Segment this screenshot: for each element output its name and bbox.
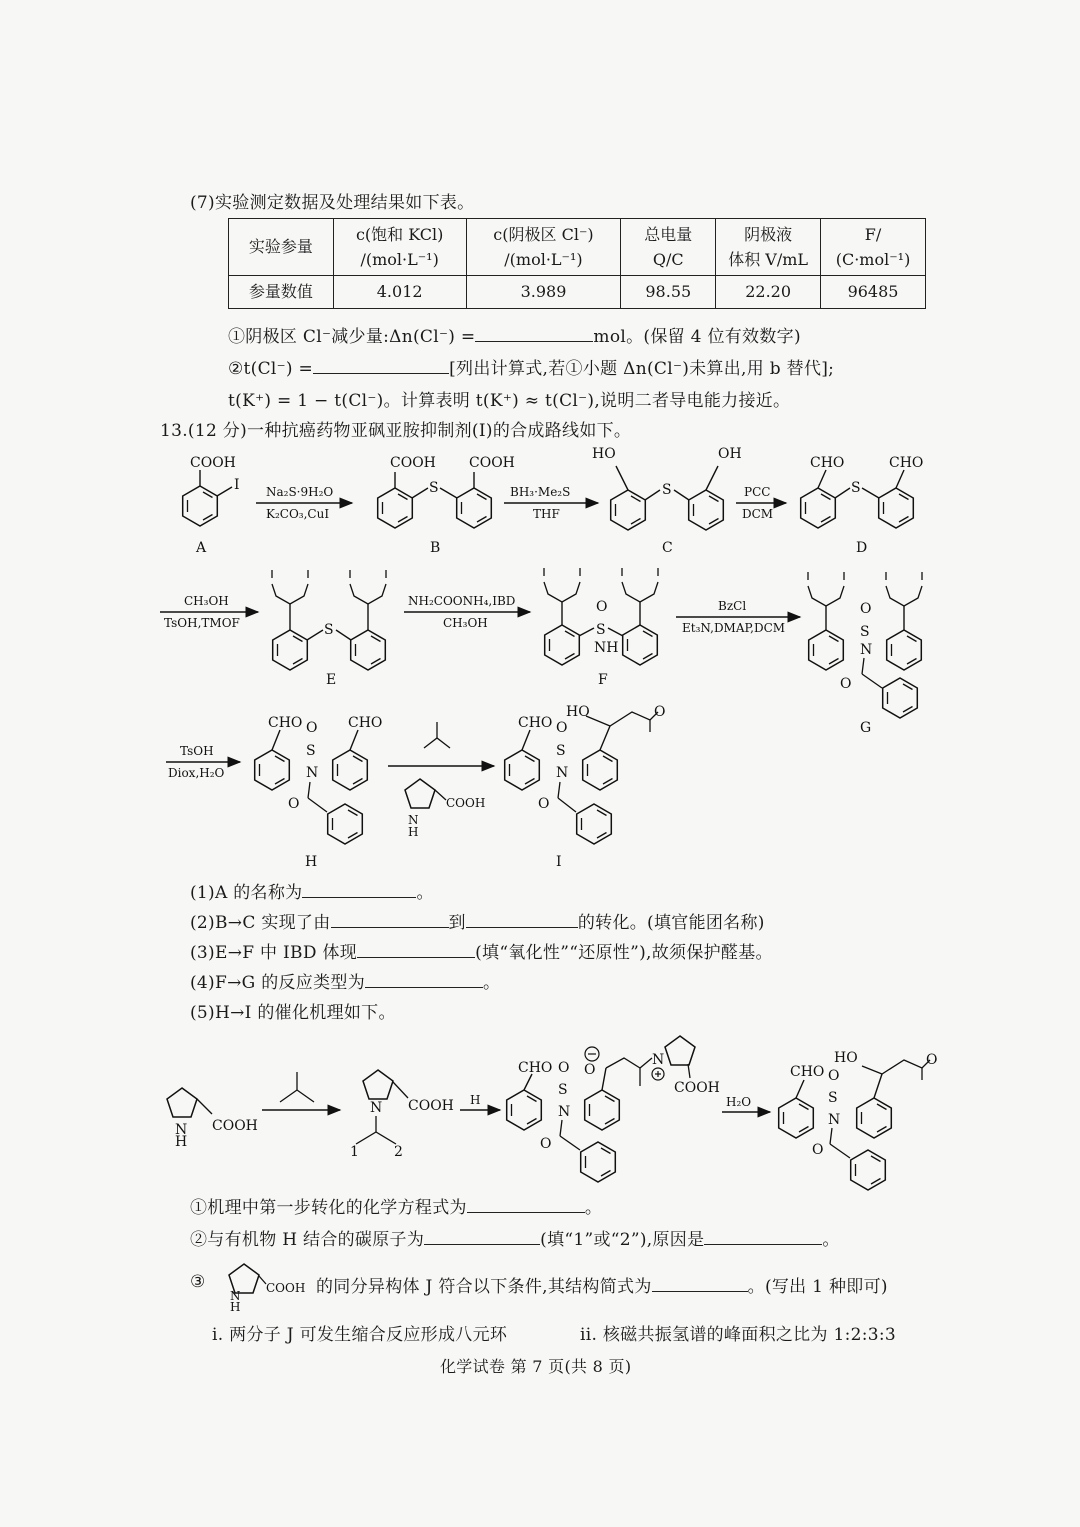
sulfur-label: S: [556, 743, 566, 759]
compound-label-f: F: [598, 672, 608, 688]
carbon-2-label: 2: [394, 1144, 403, 1160]
sulfur-label: S: [860, 624, 870, 640]
hydrogen-label: H: [175, 1134, 188, 1150]
oxygen-label: O: [306, 720, 318, 736]
aldehyde-label: CHO: [889, 455, 924, 471]
sulfur-label: S: [596, 622, 606, 638]
col-header: F/ (C·mol⁻¹): [821, 219, 926, 276]
reagent-label: Diox,H₂O: [168, 766, 225, 780]
q7-sub2-note: t(K⁺) = 1 − t(Cl⁻)。计算表明 t(K⁺) ≈ t(Cl⁻),说明二者导电能力接近。: [228, 391, 791, 411]
cooh-label: COOH: [674, 1080, 720, 1096]
condition-i: i. 两分子 J 可发生缩合反应形成八元环: [212, 1325, 508, 1345]
q13-4: (4)F→G 的反应类型为 。: [190, 973, 501, 993]
nitrogen-label: N: [408, 813, 419, 827]
row-header: 实验参量: [229, 219, 334, 276]
table-cell: 4.012: [333, 276, 466, 309]
answer-blank[interactable]: [331, 911, 449, 928]
q13-title: 13.(12 分)一种抗癌药物亚砜亚胺抑制剂(I)的合成路线如下。: [160, 421, 632, 441]
q7-sub2: ②t(Cl⁻) = [列出计算式,若①小题 Δn(Cl⁻)未算出,用 b 替代];: [228, 359, 835, 379]
q13-1: (1)A 的名称为 。: [190, 883, 434, 903]
nitrogen-label: N: [306, 765, 319, 781]
table-cell: 98.55: [621, 276, 716, 309]
oxygen-label: O: [288, 796, 300, 812]
hydroxyl-label: OH: [718, 446, 742, 462]
compound-label-g: G: [860, 720, 872, 736]
col-header: c(阴极区 Cl⁻) /(mol·L⁻¹): [466, 219, 621, 276]
compound-label-e: E: [326, 672, 337, 688]
oxygen-label: O: [860, 601, 872, 617]
sulfur-label: S: [324, 622, 334, 638]
sulfur-label: S: [558, 1082, 568, 1098]
col-header: 总电量 Q/C: [621, 219, 716, 276]
aldehyde-label: CHO: [810, 455, 845, 471]
sulfur-label: S: [429, 480, 439, 496]
reagent-label: BzCl: [718, 599, 747, 613]
nitrogen-label: N: [556, 765, 569, 781]
answer-blank[interactable]: [302, 881, 416, 898]
table-cell: 3.989: [466, 276, 621, 309]
sulfur-label: S: [662, 482, 672, 498]
compound-label-i: I: [556, 854, 562, 870]
reagent-label: H: [470, 1093, 481, 1107]
compound-label-h: H: [305, 854, 318, 870]
oxygen-label: O: [654, 704, 666, 720]
answer-blank[interactable]: [357, 941, 475, 958]
cooh-label: COOH: [190, 455, 236, 471]
q13-5-3: 的同分异构体 J 符合以下条件,其结构简式为 。(写出 1 种即可): [316, 1277, 888, 1297]
cooh-label: COOH: [446, 796, 486, 810]
cooh-label: COOH: [408, 1098, 454, 1114]
q7-intro: (7)实验测定数据及处理结果如下表。: [190, 193, 475, 213]
iodo-label: I: [234, 477, 240, 493]
answer-blank[interactable]: [365, 971, 483, 988]
hydroxyl-label: HO: [566, 704, 590, 720]
cooh-label: COOH: [469, 455, 515, 471]
q13-2: (2)B→C 实现了由 到 的转化。(填官能团名称): [190, 913, 765, 933]
nitrogen-label: N: [652, 1052, 665, 1068]
reagent-label: BH₃·Me₂S: [510, 485, 571, 499]
reagent-label: Na₂S·9H₂O: [266, 485, 334, 499]
aldehyde-label: CHO: [518, 1060, 553, 1076]
reagent-label: PCC: [744, 485, 771, 499]
q13-5: (5)H→I 的催化机理如下。: [190, 1003, 396, 1023]
reagent-label: TsOH,TMOF: [164, 616, 240, 630]
answer-blank[interactable]: [424, 1228, 540, 1245]
q7-sub1: ①阴极区 Cl⁻减少量:Δn(Cl⁻) = mol。(保留 4 位有效数字): [228, 327, 801, 347]
reagent-label: H₂O: [726, 1095, 752, 1109]
aldehyde-label: CHO: [790, 1064, 825, 1080]
cooh-label: COOH: [390, 455, 436, 471]
reagent-label: Et₃N,DMAP,DCM: [682, 621, 786, 635]
answer-blank[interactable]: [652, 1275, 748, 1292]
q13-5-2: ②与有机物 H 结合的碳原子为 (填“1”或“2”),原因是 。: [190, 1230, 840, 1250]
hydrogen-label: H: [230, 1300, 241, 1314]
oxygen-label: O: [926, 1052, 938, 1068]
aldehyde-label: CHO: [518, 715, 553, 731]
compound-label-a: A: [196, 540, 207, 556]
compound-label-c: C: [662, 540, 673, 556]
reagent-label: K₂CO₃,CuI: [266, 507, 330, 521]
oxygen-label: O: [556, 720, 568, 736]
compound-label-b: B: [430, 540, 441, 556]
table-cell: 22.20: [716, 276, 821, 309]
reagent-label: CH₃OH: [443, 616, 488, 630]
oxygen-label: O: [828, 1068, 840, 1084]
nitrogen-label: N: [175, 1122, 188, 1138]
sulfur-label: S: [851, 480, 861, 496]
imine-label: NH: [594, 640, 619, 656]
nitrogen-label: N: [230, 1289, 241, 1303]
oxygen-label: O: [558, 1060, 570, 1076]
oxygen-label: O: [812, 1142, 824, 1158]
reagent-label: CH₃OH: [184, 594, 229, 608]
hydroxyl-label: HO: [592, 446, 616, 462]
values-header: 参量数值: [229, 276, 334, 309]
answer-blank[interactable]: [704, 1228, 822, 1245]
page-footer: 化学试卷 第 7 页(共 8 页): [440, 1357, 632, 1376]
nitrogen-label: N: [860, 642, 873, 658]
sulfur-label: S: [828, 1090, 838, 1106]
table-cell: 96485: [821, 276, 926, 309]
nitrogen-label: N: [370, 1100, 383, 1116]
condition-ii: ii. 核磁共振氢谱的峰面积之比为 1:2:3:3: [580, 1325, 897, 1345]
oxygen-label: O: [584, 1062, 596, 1078]
aldehyde-label: CHO: [348, 715, 383, 731]
cooh-label: COOH: [266, 1281, 306, 1295]
reagent-label: DCM: [742, 507, 774, 521]
oxygen-label: O: [540, 1136, 552, 1152]
aldehyde-label: CHO: [268, 715, 303, 731]
cooh-label: COOH: [212, 1118, 258, 1134]
q13-3: (3)E→F 中 IBD 体现 (填“氧化性”“还原性”),故须保护醛基。: [190, 943, 773, 963]
col-header: 阴极液 体积 V/mL: [716, 219, 821, 276]
hydrogen-label: H: [408, 825, 419, 839]
carbon-1-label: 1: [350, 1144, 359, 1160]
q13-5-3-num: ③: [190, 1272, 206, 1292]
oxygen-label: O: [840, 676, 852, 692]
nitrogen-label: N: [828, 1112, 841, 1128]
oxygen-label: O: [538, 796, 550, 812]
q13-5-1: ①机理中第一步转化的化学方程式为 。: [190, 1198, 603, 1218]
reagent-label: TsOH: [180, 744, 214, 758]
compound-label-d: D: [856, 540, 868, 556]
reagent-label: THF: [533, 507, 560, 521]
answer-blank[interactable]: [466, 911, 578, 928]
hydroxyl-label: HO: [834, 1050, 858, 1066]
reagent-label: NH₂COONH₄,IBD: [408, 594, 516, 608]
oxygen-label: O: [596, 599, 608, 615]
nitrogen-label: N: [558, 1104, 571, 1120]
sulfur-label: S: [306, 743, 316, 759]
answer-blank[interactable]: [467, 1196, 585, 1213]
col-header: c(饱和 KCl) /(mol·L⁻¹): [333, 219, 466, 276]
